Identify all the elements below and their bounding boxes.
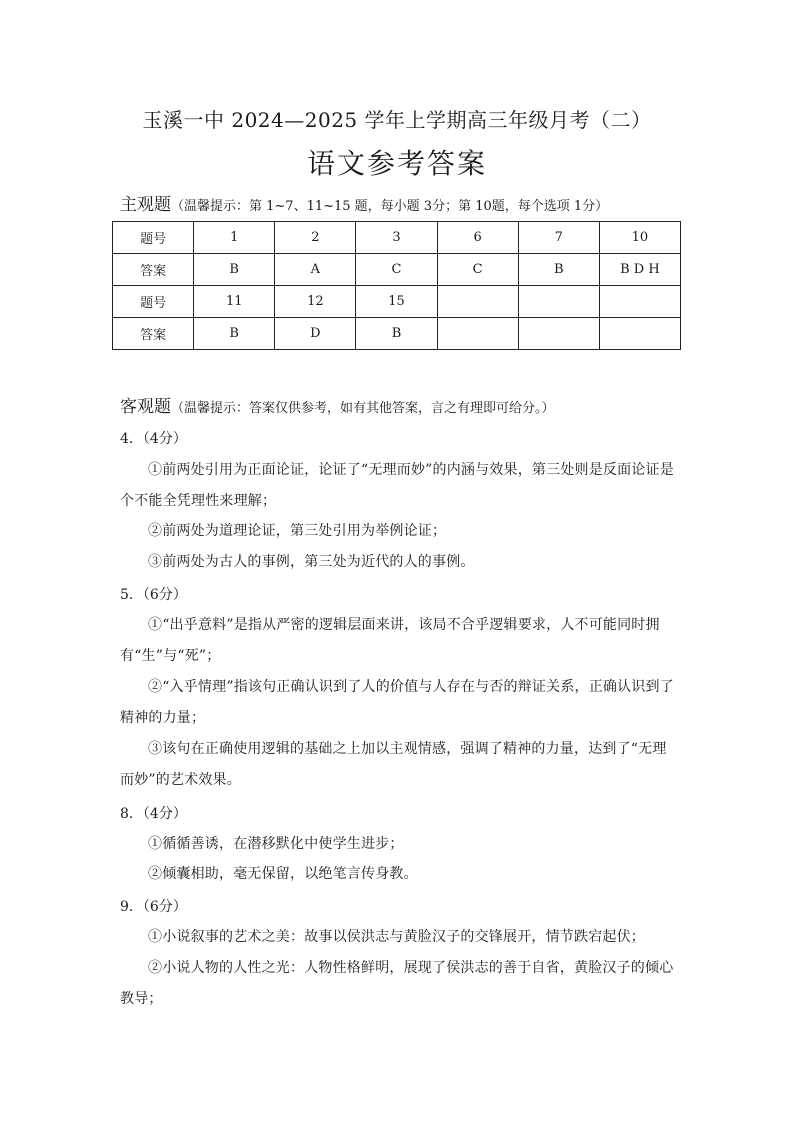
table-cell: 答案 (113, 318, 194, 350)
subjective-hint: （温馨提示：答案仅供参考，如有其他答案，言之有理即可给分。） (171, 401, 555, 416)
question-number: 8．（4分） (120, 806, 187, 822)
table-cell (518, 286, 599, 318)
answer-item: ②“入乎情理”指该句正确认识到了人的价值与人存在与否的辩证关系，正确认识到了精神的力量； (120, 679, 674, 726)
answer-item: ③该句在正确使用逻辑的基础之上加以主观情感，强调了精神的力量，达到了“无理而妙”的艺术效果。 (120, 741, 667, 788)
table-cell: C (437, 254, 518, 286)
table-cell: C (356, 254, 437, 286)
table-cell (437, 318, 518, 350)
table-cell (599, 286, 680, 318)
answer-table (112, 221, 681, 350)
table-cell: 6 (437, 222, 518, 254)
question-number: 4．（4分） (120, 431, 187, 447)
objective-section-heading (120, 190, 608, 215)
subjective-section-heading (120, 392, 555, 417)
subjective-heading-label: 客观题 (120, 397, 171, 417)
table-cell: 11 (194, 286, 275, 318)
table-cell: 3 (356, 222, 437, 254)
answer-item: ②倾囊相助，毫无保留，以绝笔言传身教。 (148, 866, 418, 882)
objective-heading-label: 主观题 (120, 195, 171, 215)
answer-item: ①小说叙事的艺术之美：故事以侯洪志与黄脸汉子的交锋展开，情节跌宕起伏； (148, 929, 645, 945)
table-row (113, 254, 681, 286)
table-cell: B (194, 254, 275, 286)
table-cell: D (275, 318, 356, 350)
table-cell: B D H (599, 254, 680, 286)
table-cell: 1 (194, 222, 275, 254)
table-row (113, 222, 681, 254)
table-cell: 10 (599, 222, 680, 254)
table-cell (437, 286, 518, 318)
answer-item: ②前两处为道理论证，第三处引用为举例论证； (148, 523, 447, 539)
table-cell: 7 (518, 222, 599, 254)
table-cell: 12 (275, 286, 356, 318)
question-number: 9．（6分） (120, 899, 187, 915)
table-cell: 答案 (113, 254, 194, 286)
answer-item: ②小说人物的人性之光：人物性格鲜明，展现了侯洪志的善于自省，黄脸汉子的倾心教导； (120, 960, 674, 1007)
table-cell: 题号 (113, 286, 194, 318)
table-row (113, 318, 681, 350)
table-cell: 15 (356, 286, 437, 318)
document-title: 语文参考答案 (306, 147, 487, 180)
table-cell (599, 318, 680, 350)
table-cell: 2 (275, 222, 356, 254)
question-number: 5．（6分） (120, 587, 187, 603)
table-cell: B (194, 318, 275, 350)
objective-hint: （温馨提示：第 1~7、11~15 题，每小题 3分；第 10题，每个选项 1分） (171, 199, 609, 214)
table-cell (518, 318, 599, 350)
exam-title: 玉溪一中 2024—2025 学年上学期高三年级月考（二） (142, 108, 652, 132)
table-cell: 题号 (113, 222, 194, 254)
answer-item: ①循循善诱，在潜移默化中使学生进步； (148, 836, 404, 852)
table-row (113, 286, 681, 318)
answer-item: ①“出乎意料”是指从严密的逻辑层面来讲，该局不合乎逻辑要求，人不可能同时拥有“生”与“死”； (120, 617, 660, 664)
table-cell: A (275, 254, 356, 286)
answer-item: ③前两处为古人的事例，第三处为近代的人的事例。 (148, 554, 475, 570)
table-cell: B (518, 254, 599, 286)
answer-item: ①前两处引用为正面论证，论证了“无理而妙”的内涵与效果，第三处则是反面论证是个不能全凭理性来理解； (120, 462, 674, 509)
table-cell: B (356, 318, 437, 350)
